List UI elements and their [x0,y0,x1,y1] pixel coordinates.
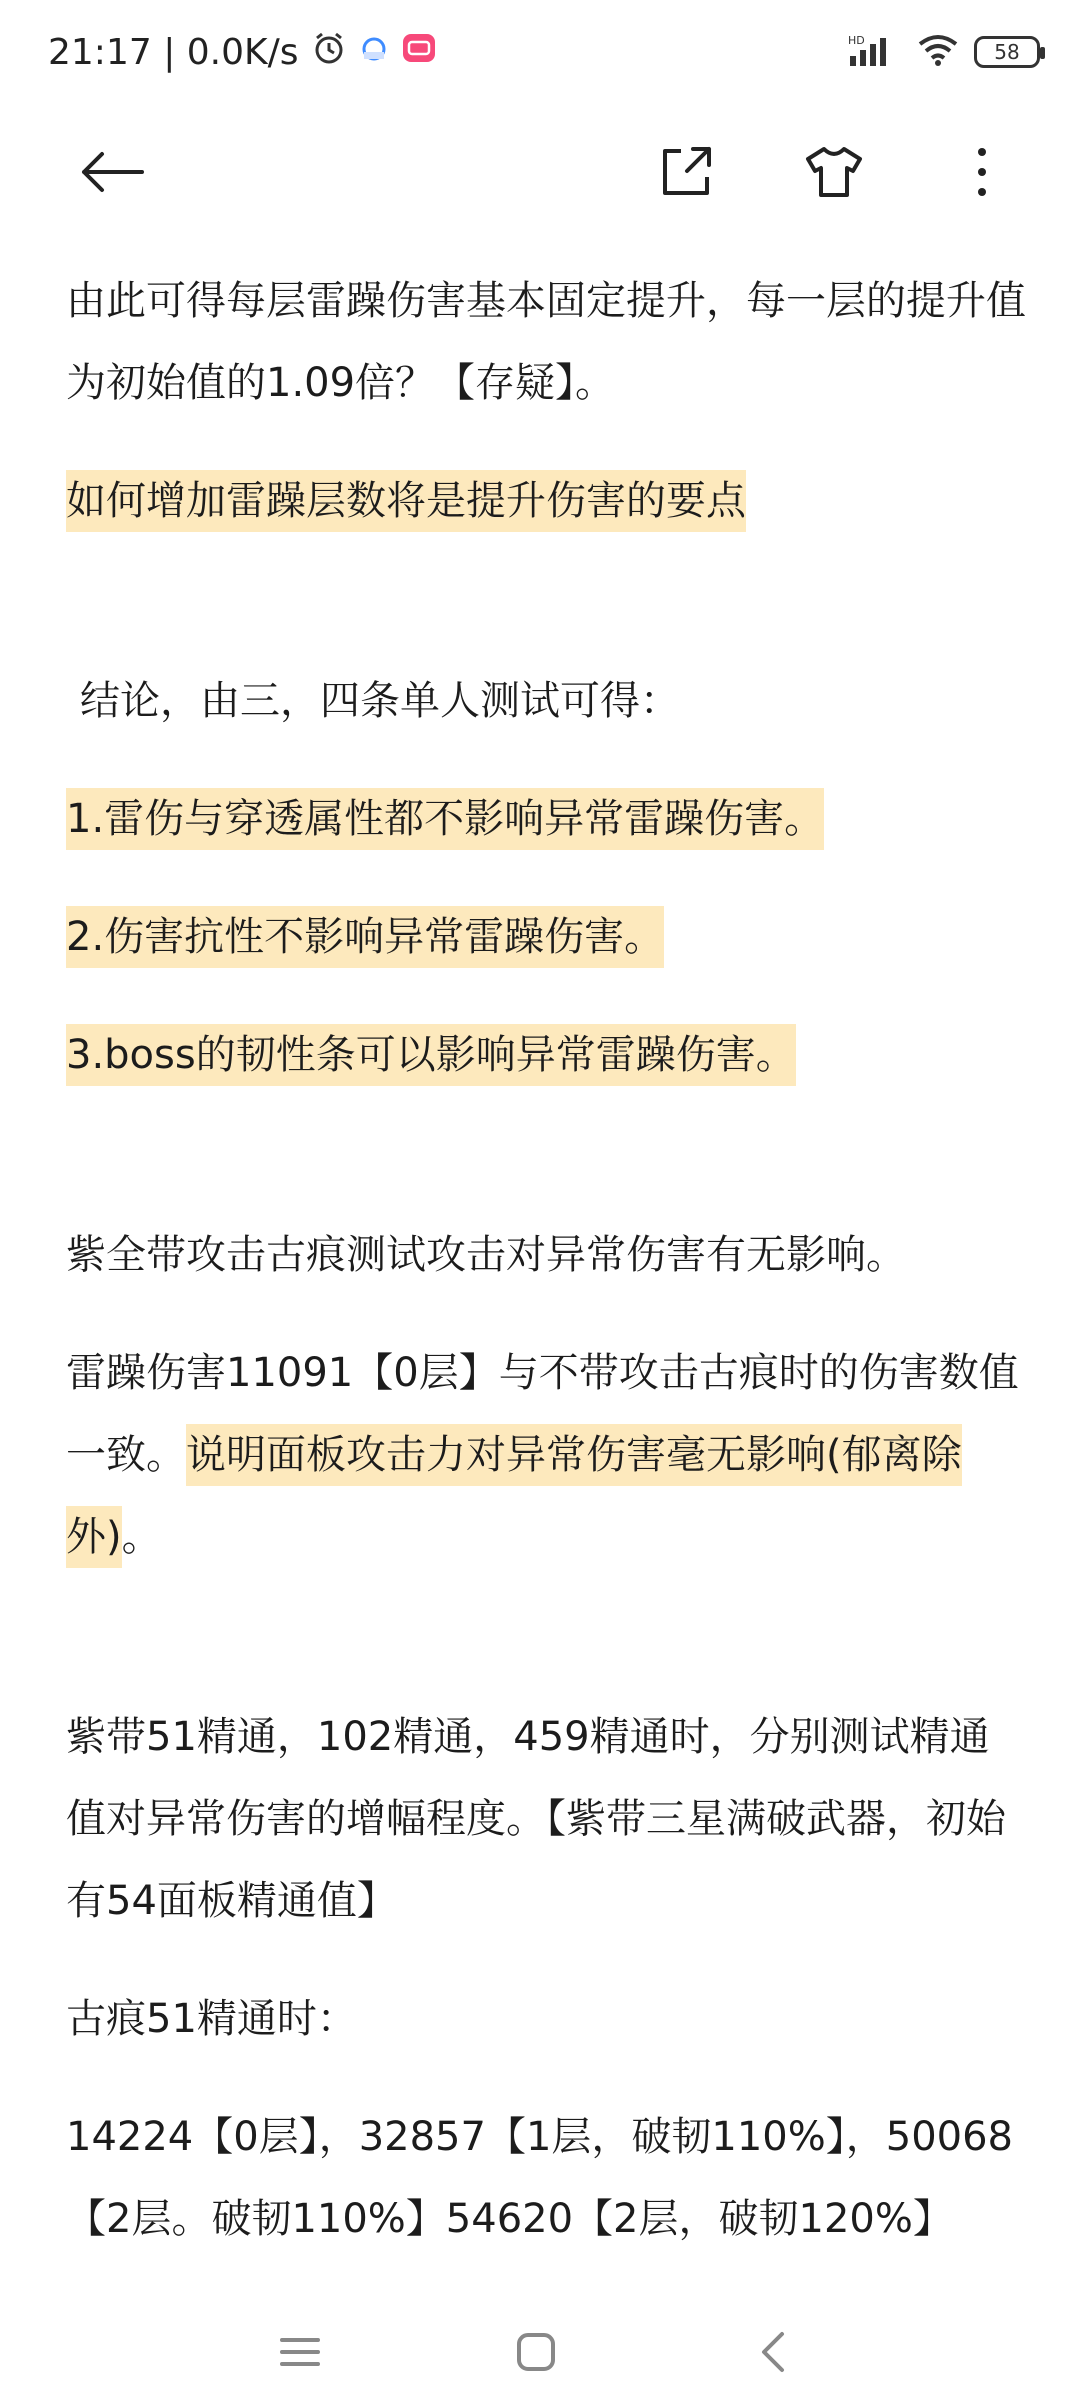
highlight-text: 1.雷伤与穿透属性都不影响异常雷躁伤害。 [66,788,824,850]
article-content [66,260,1026,2296]
paragraph-2 [66,460,1026,542]
paragraph-point-2 [66,896,1026,978]
spacer [66,578,1026,660]
app-notification-icon [359,32,389,73]
paragraph-conclusion: 结论，由三，四条单人测试可得： [80,678,680,724]
status-left [48,24,437,80]
highlight-text: 3.boss的韧性条可以影响异常雷躁伤害。 [66,1024,796,1086]
status-time: 21:17 | 0.0K/s [48,31,299,73]
home-square-icon [514,2330,558,2374]
paragraph-10: 古痕51精通时： [66,1996,357,2042]
alarm-icon [311,30,347,75]
share-icon [657,143,715,201]
bilibili-icon [401,30,437,75]
more-options-button[interactable] [932,120,1032,224]
battery-icon [974,36,1040,68]
paragraph-11: 14224【0层】，32857【1层，破韧110%】，50068【2层。破韧110%】54620【2层，破韧120%】 [66,2114,1013,2242]
more-vertical-icon [972,144,992,200]
share-button[interactable] [636,120,736,224]
system-nav-bar [0,2300,1080,2400]
theme-shirt-icon [802,143,866,201]
highlight-text: 2.伤害抗性不影响异常雷躁伤害。 [66,906,664,968]
signal-icon [846,32,902,72]
highlight-text: 如何增加雷躁层数将是提升伤害的要点 [66,470,746,532]
network-label: HD [848,34,865,47]
back-chevron-icon [754,2330,794,2374]
recent-apps-button[interactable] [260,2312,340,2392]
highlight-text: 说明面板攻击力对异常伤害毫无影响(郁离除外) [66,1424,962,1568]
spacer [66,1614,1026,1696]
home-button[interactable] [496,2312,576,2392]
paragraph-8: 雷躁伤害11091【0层】与不带攻击古痕时的伤害数值一致。说明面板攻击力对异常伤害毫无影响(郁离除外)。 [66,1332,1026,1578]
status-right [846,24,1040,80]
wifi-icon [916,32,960,72]
paragraph-9: 紫带51精通，102精通，459精通时，分别测试精通值对异常伤害的增幅程度。【紫带三星满破武器，初始有54面板精通值】 [66,1714,1006,1924]
back-arrow-icon [78,150,146,194]
system-back-button[interactable] [734,2312,814,2392]
paragraph-point-1 [66,778,1026,860]
paragraph-1: 由此可得每层雷躁伤害基本固定提升，每一层的提升值为初始值的1.09倍？【存疑】。 [66,278,1026,406]
theme-button[interactable] [784,120,884,224]
back-button[interactable] [62,120,162,224]
paragraph-point-3 [66,1014,1026,1096]
paragraph-7: 紫全带攻击古痕测试攻击对异常伤害有无影响。 [66,1232,906,1278]
menu-icon [278,2332,322,2372]
status-bar [0,0,1080,100]
spacer [66,1132,1026,1214]
battery-level: 58 [994,40,1020,64]
top-toolbar [0,120,1080,224]
